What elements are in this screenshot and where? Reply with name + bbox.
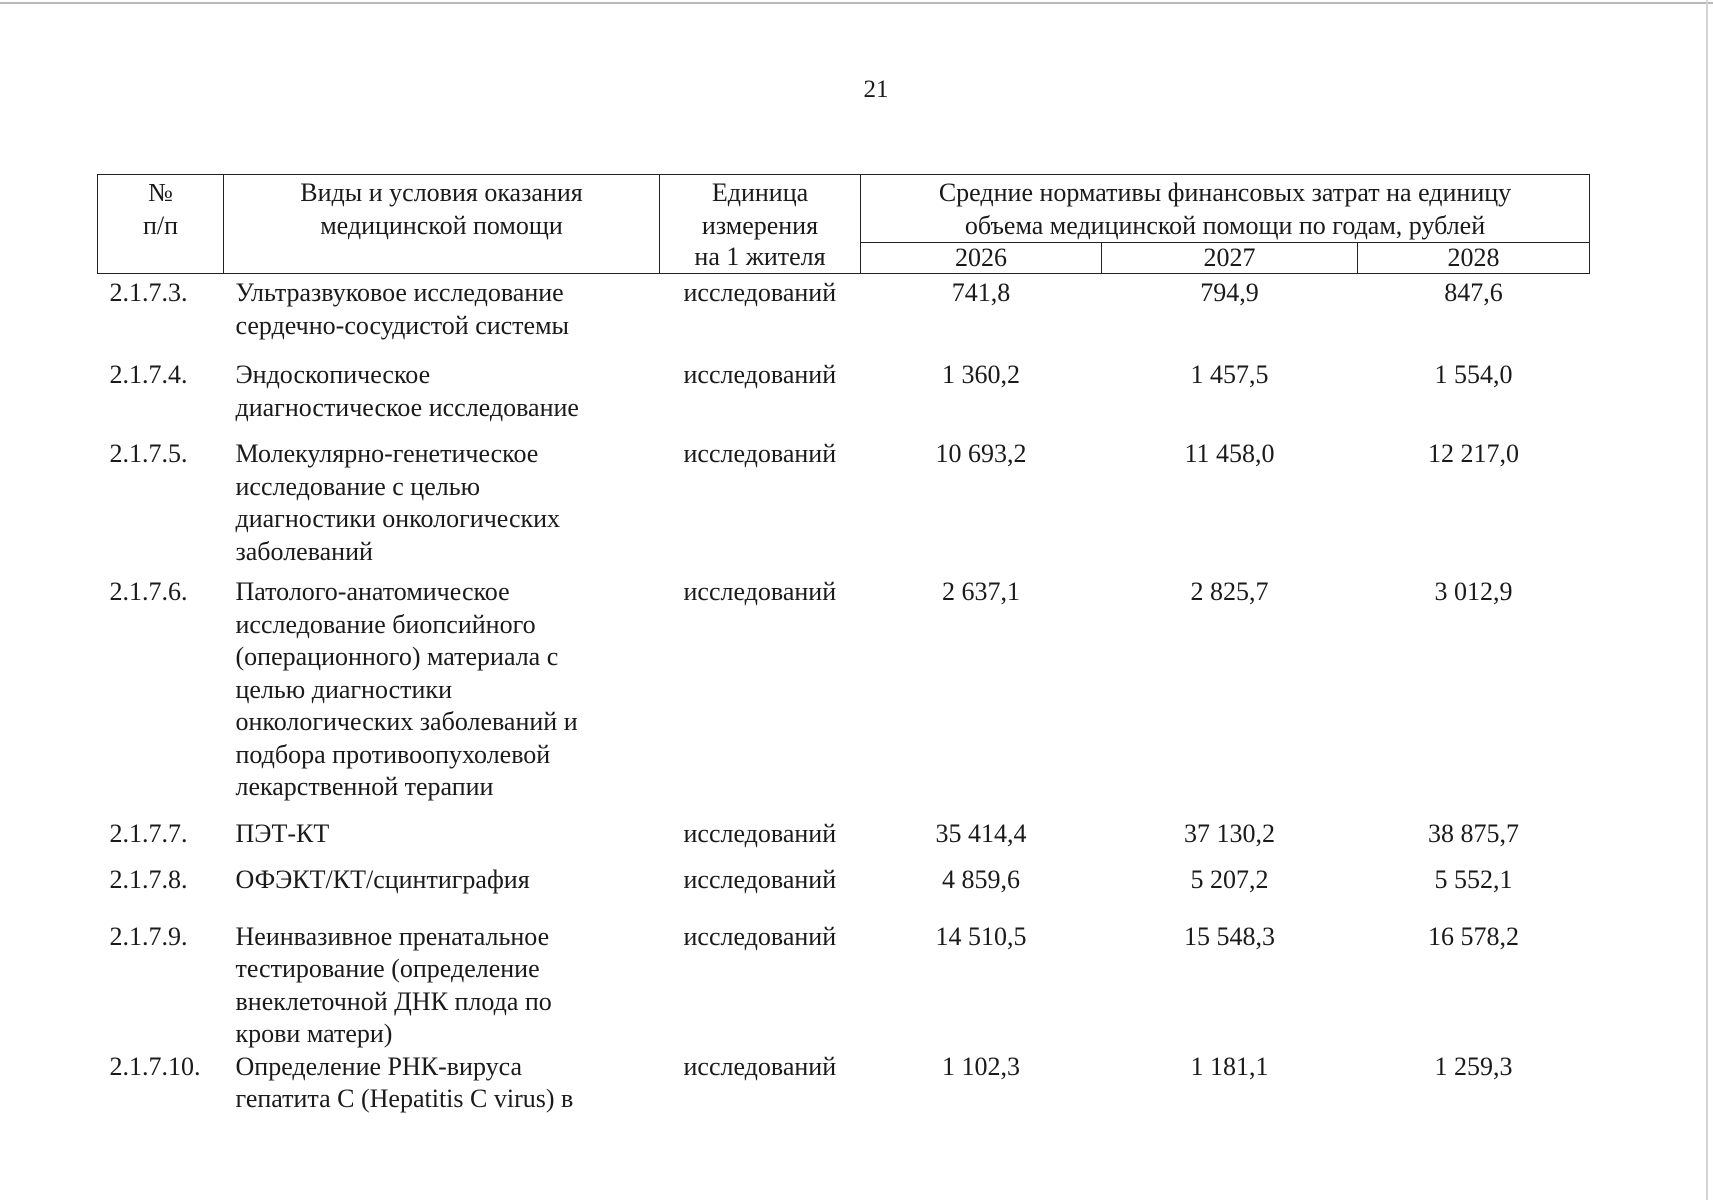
row-name bbox=[224, 864, 660, 921]
row-value-2028: 3 012,9 bbox=[1434, 577, 1513, 606]
row-name-line: лекарственной терапии bbox=[235, 772, 494, 801]
row-name-line: Ультразвуковое исследование bbox=[235, 278, 564, 307]
row-unit: исследований bbox=[683, 439, 837, 468]
table-row bbox=[98, 1051, 1590, 1116]
row-number: 2.1.7.3. bbox=[109, 278, 188, 307]
header-num bbox=[98, 175, 224, 274]
table-row bbox=[98, 438, 1590, 576]
header-name-line: Виды и условия оказания bbox=[300, 178, 583, 207]
row-name-line: тестирование (определение bbox=[235, 954, 540, 983]
row-name bbox=[224, 818, 660, 865]
row-unit: исследований bbox=[683, 921, 837, 951]
row-number: 2.1.7.5. bbox=[109, 439, 188, 468]
row-value-2027: 15 548,3 bbox=[1184, 921, 1275, 951]
row-name-line: ПЭТ-КТ bbox=[235, 818, 330, 848]
row-value-2026: 2 637,1 bbox=[942, 577, 1020, 606]
row-name-line: диагностическое исследование bbox=[235, 392, 579, 422]
row-unit: исследований bbox=[683, 865, 837, 894]
row-value-2027: 1 181,1 bbox=[1190, 1051, 1269, 1081]
table-header bbox=[98, 175, 1590, 274]
table-row bbox=[98, 359, 1590, 438]
row-name-line: сердечно-сосудистой системы bbox=[235, 310, 570, 340]
row-value-2027: 1 457,5 bbox=[1190, 360, 1269, 389]
row-name-line: заболеваний bbox=[235, 536, 373, 566]
row-name-line: Эндоскопическое bbox=[235, 360, 431, 389]
row-unit: исследований bbox=[683, 278, 837, 307]
row-value-2028: 5 552,1 bbox=[1434, 865, 1513, 894]
row-value-2028: 1 554,0 bbox=[1434, 360, 1513, 389]
header-unit-line: измерения bbox=[701, 210, 819, 240]
row-value-2028: 847,6 bbox=[1444, 278, 1503, 307]
page-number: 21 bbox=[863, 76, 889, 103]
table-row bbox=[98, 864, 1590, 921]
header-unit-line: Единица bbox=[711, 178, 809, 207]
header-year-2027: 2027 bbox=[1102, 243, 1358, 274]
row-value-2026: 1 102,3 bbox=[942, 1051, 1020, 1081]
row-value-2027: 2 825,7 bbox=[1190, 577, 1269, 606]
table-row bbox=[98, 576, 1590, 818]
header-year-2028: 2028 bbox=[1358, 243, 1590, 274]
financial-norms-table bbox=[97, 174, 1590, 1116]
row-name bbox=[224, 438, 660, 576]
row-unit: исследований bbox=[683, 818, 837, 848]
row-name-line: диагностики онкологических bbox=[235, 504, 561, 533]
row-name bbox=[224, 576, 660, 818]
row-name-line: исследование с целью bbox=[235, 471, 480, 501]
row-name bbox=[224, 1051, 660, 1116]
row-value-2028: 38 875,7 bbox=[1428, 818, 1520, 848]
row-name-line: Неинвазивное пренатальное bbox=[235, 921, 550, 951]
row-name-line: исследование биопсийного bbox=[235, 609, 536, 639]
header-num-line: № bbox=[148, 178, 173, 207]
row-value-2026: 4 859,6 bbox=[942, 865, 1020, 894]
row-value-2028: 1 259,3 bbox=[1434, 1051, 1513, 1081]
row-name bbox=[224, 359, 660, 438]
row-name-line: гепатита С (Hepatitis C virus) в bbox=[235, 1084, 574, 1113]
header-group-line: объема медицинской помощи по годам, рублей bbox=[964, 210, 1486, 240]
row-value-2026: 35 414,4 bbox=[935, 818, 1027, 848]
row-name bbox=[224, 274, 660, 360]
row-unit: исследований bbox=[683, 360, 837, 389]
row-value-2027: 5 207,2 bbox=[1190, 865, 1269, 894]
row-value-2026: 14 510,5 bbox=[935, 921, 1027, 951]
row-unit: исследований bbox=[683, 1051, 837, 1081]
row-number: 2.1.7.4. bbox=[109, 360, 188, 389]
row-name-line: (операционного) материала с bbox=[235, 642, 559, 671]
row-number: 2.1.7.6. bbox=[109, 577, 188, 606]
table-row bbox=[98, 274, 1590, 360]
table-row bbox=[98, 921, 1590, 1051]
row-name-line: крови матери) bbox=[235, 1019, 393, 1048]
row-value-2027: 11 458,0 bbox=[1184, 439, 1275, 468]
row-name-line: ОФЭКТ/КТ/сцинтиграфия bbox=[235, 865, 530, 894]
row-number: 2.1.7.7. bbox=[109, 818, 188, 848]
header-group bbox=[861, 175, 1590, 243]
row-name-line: онкологических заболеваний и bbox=[235, 707, 578, 736]
scan-edge-top bbox=[0, 2, 1713, 4]
row-name-line: Определение РНК-вируса bbox=[235, 1051, 523, 1081]
row-number: 2.1.7.9. bbox=[109, 921, 188, 951]
row-name bbox=[224, 921, 660, 1051]
row-value-2026: 1 360,2 bbox=[942, 360, 1020, 389]
row-value-2028: 16 578,2 bbox=[1428, 921, 1520, 951]
header-unit bbox=[660, 175, 861, 274]
row-value-2027: 37 130,2 bbox=[1184, 818, 1275, 848]
table-row bbox=[98, 818, 1590, 865]
header-name-line: медицинской помощи bbox=[320, 210, 563, 240]
row-name-line: внеклеточной ДНК плода по bbox=[235, 986, 552, 1016]
row-number: 2.1.7.10. bbox=[109, 1051, 201, 1081]
row-value-2027: 794,9 bbox=[1200, 278, 1259, 307]
row-name-line: целью диагностики bbox=[235, 674, 452, 704]
header-name bbox=[224, 175, 660, 274]
row-name-line: Молекулярно-генетическое bbox=[235, 439, 539, 468]
row-number: 2.1.7.8. bbox=[109, 865, 188, 894]
row-name-line: подбора противоопухолевой bbox=[235, 739, 551, 769]
header-unit-line: на 1 жителя bbox=[694, 242, 826, 271]
header-year-2026: 2026 bbox=[861, 243, 1102, 274]
row-unit: исследований bbox=[683, 577, 837, 606]
scan-edge-right bbox=[1706, 0, 1708, 1200]
header-num-line: п/п bbox=[142, 210, 179, 240]
row-name-line: Патолого-анатомическое bbox=[235, 577, 510, 606]
row-value-2026: 10 693,2 bbox=[935, 439, 1027, 468]
table-body bbox=[98, 274, 1590, 1116]
row-value-2028: 12 217,0 bbox=[1428, 439, 1520, 468]
header-group-line: Средние нормативы финансовых затрат на единицу bbox=[938, 178, 1512, 207]
row-value-2026: 741,8 bbox=[951, 278, 1011, 307]
